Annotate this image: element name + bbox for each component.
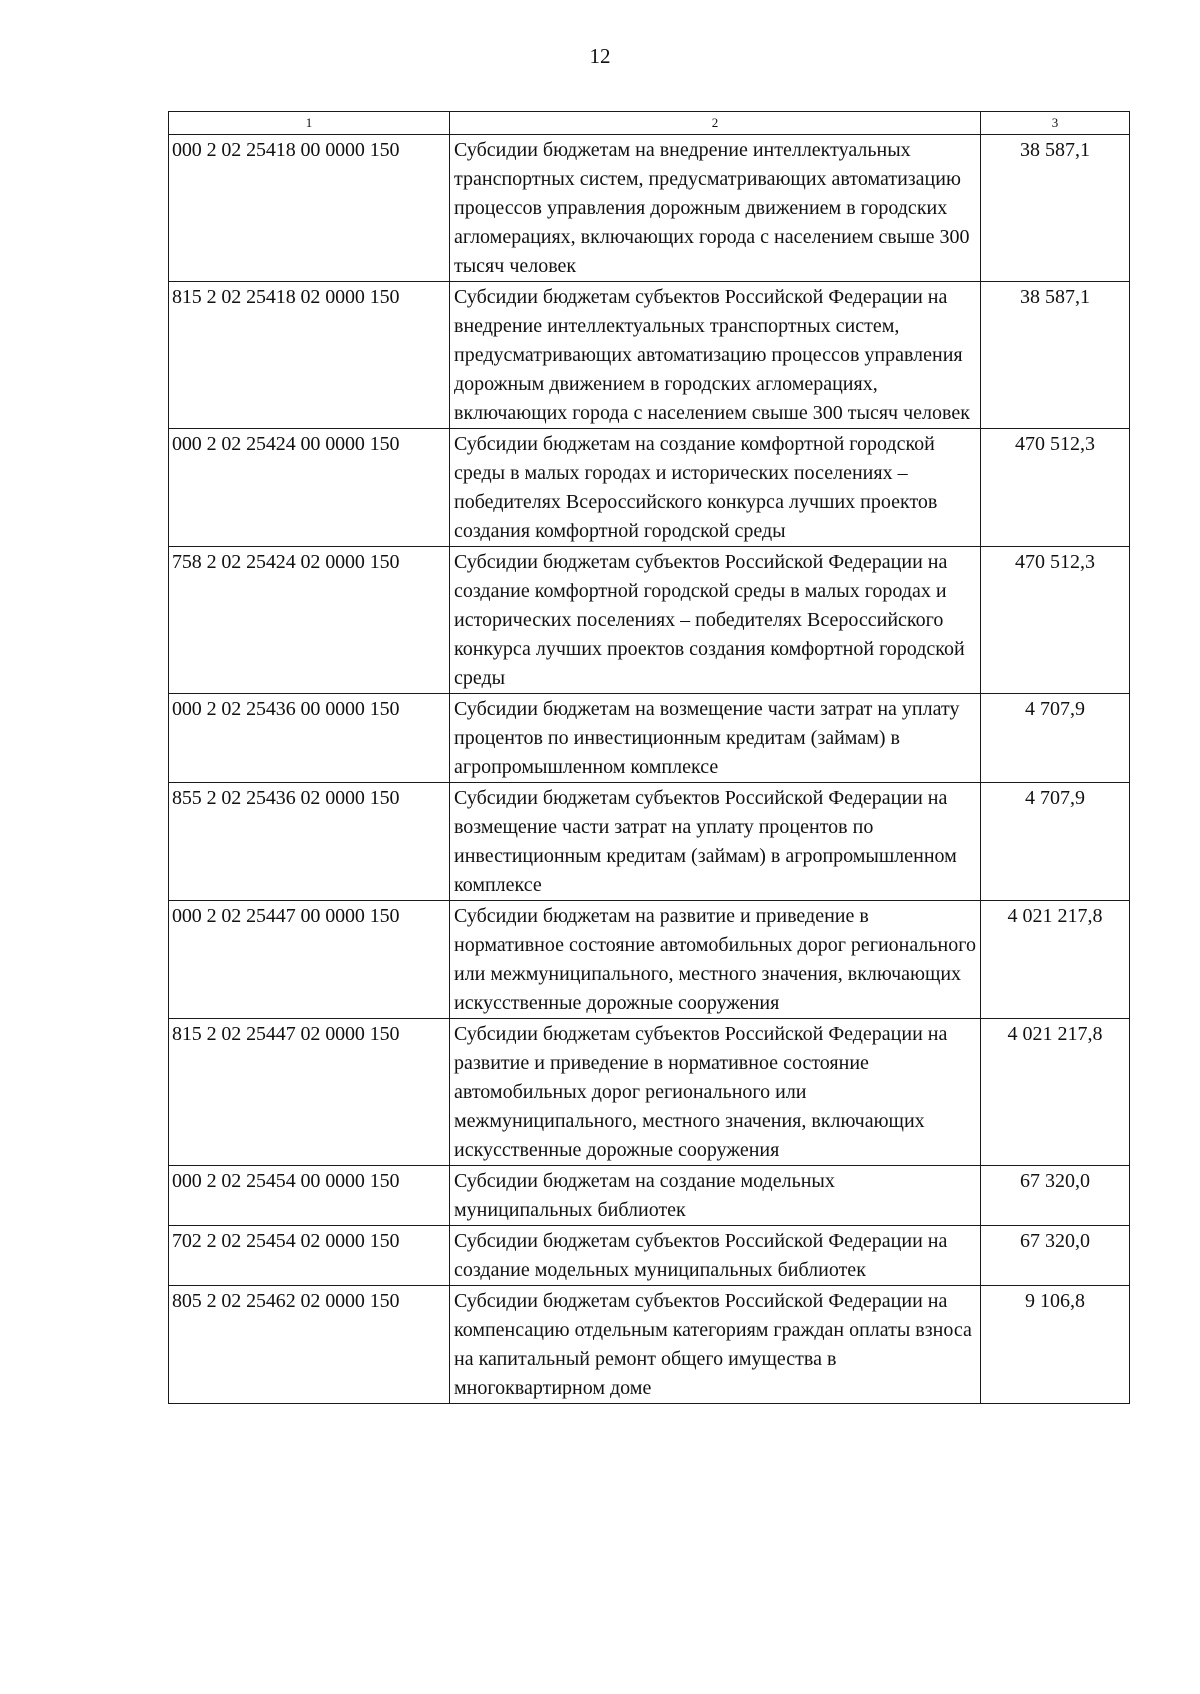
description-cell: Субсидии бюджетам субъектов Российской Федерации на развитие и приведение в нормативное состояние автомобильных дорог регионального или межмуниципального, местного значения, включающих искусственные дорожные сооружения bbox=[450, 1019, 981, 1166]
table-header bbox=[169, 112, 1130, 135]
description-cell: Субсидии бюджетам субъектов Российской Федерации на создание комфортной городской среды в малых городах и исторических поселениях – победителях Всероссийского конкурса лучших проектов создания комфортной городской среды bbox=[450, 547, 981, 694]
header-column-3: 3 bbox=[981, 112, 1130, 135]
amount-cell: 470 512,3 bbox=[981, 429, 1130, 547]
table-row bbox=[169, 1286, 1130, 1404]
table-row bbox=[169, 547, 1130, 694]
amount-cell: 9 106,8 bbox=[981, 1286, 1130, 1404]
budget-code-cell: 805 2 02 25462 02 0000 150 bbox=[169, 1286, 450, 1404]
amount-cell: 470 512,3 bbox=[981, 547, 1130, 694]
table-row bbox=[169, 694, 1130, 783]
amount-cell: 4 707,9 bbox=[981, 783, 1130, 901]
amount-cell: 4 707,9 bbox=[981, 694, 1130, 783]
description-cell: Субсидии бюджетам субъектов Российской Федерации на внедрение интеллектуальных транспортных систем, предусматривающих автоматизацию процессов управления дорожным движением в городских агломерациях, включающих города с населением свыше 300 тысяч человек bbox=[450, 282, 981, 429]
amount-cell: 4 021 217,8 bbox=[981, 901, 1130, 1019]
budget-code-cell: 000 2 02 25418 00 0000 150 bbox=[169, 135, 450, 282]
table-row bbox=[169, 429, 1130, 547]
budget-code-cell: 815 2 02 25447 02 0000 150 bbox=[169, 1019, 450, 1166]
description-cell: Субсидии бюджетам субъектов Российской Федерации на компенсацию отдельным категориям граждан оплаты взноса на капитальный ремонт общего имущества в многоквартирном доме bbox=[450, 1286, 981, 1404]
budget-code-cell: 758 2 02 25424 02 0000 150 bbox=[169, 547, 450, 694]
budget-code-cell: 000 2 02 25424 00 0000 150 bbox=[169, 429, 450, 547]
description-cell: Субсидии бюджетам на внедрение интеллектуальных транспортных систем, предусматривающих автоматизацию процессов управления дорожным движением в городских агломерациях, включающих города с населением свыше 300 тысяч человек bbox=[450, 135, 981, 282]
budget-code-cell: 855 2 02 25436 02 0000 150 bbox=[169, 783, 450, 901]
description-cell: Субсидии бюджетам на создание модельных муниципальных библиотек bbox=[450, 1166, 981, 1226]
budget-code-cell: 000 2 02 25447 00 0000 150 bbox=[169, 901, 450, 1019]
header-row bbox=[169, 112, 1130, 135]
table-row bbox=[169, 1019, 1130, 1166]
description-cell: Субсидии бюджетам субъектов Российской Федерации на создание модельных муниципальных библиотек bbox=[450, 1226, 981, 1286]
budget-code-cell: 000 2 02 25436 00 0000 150 bbox=[169, 694, 450, 783]
amount-cell: 38 587,1 bbox=[981, 282, 1130, 429]
budget-code-cell: 702 2 02 25454 02 0000 150 bbox=[169, 1226, 450, 1286]
table-body bbox=[169, 135, 1130, 1404]
description-cell: Субсидии бюджетам субъектов Российской Федерации на возмещение части затрат на уплату процентов по инвестиционным кредитам (займам) в агропромышленном комплексе bbox=[450, 783, 981, 901]
table-row bbox=[169, 135, 1130, 282]
table-row bbox=[169, 1226, 1130, 1286]
header-column-2: 2 bbox=[450, 112, 981, 135]
description-cell: Субсидии бюджетам на развитие и приведение в нормативное состояние автомобильных дорог регионального или межмуниципального, местного значения, включающих искусственные дорожные сооружения bbox=[450, 901, 981, 1019]
table-row bbox=[169, 1166, 1130, 1226]
amount-cell: 38 587,1 bbox=[981, 135, 1130, 282]
budget-code-cell: 815 2 02 25418 02 0000 150 bbox=[169, 282, 450, 429]
table-row bbox=[169, 783, 1130, 901]
amount-cell: 4 021 217,8 bbox=[981, 1019, 1130, 1166]
description-cell: Субсидии бюджетам на возмещение части затрат на уплату процентов по инвестиционным кредитам (займам) в агропромышленном комплексе bbox=[450, 694, 981, 783]
budget-revenue-table bbox=[168, 111, 1130, 1404]
header-column-1: 1 bbox=[169, 112, 450, 135]
budget-code-cell: 000 2 02 25454 00 0000 150 bbox=[169, 1166, 450, 1226]
amount-cell: 67 320,0 bbox=[981, 1226, 1130, 1286]
amount-cell: 67 320,0 bbox=[981, 1166, 1130, 1226]
page-number: 12 bbox=[589, 44, 611, 68]
table-row bbox=[169, 282, 1130, 429]
description-cell: Субсидии бюджетам на создание комфортной городской среды в малых городах и исторических поселениях – победителях Всероссийского конкурса лучших проектов создания комфортной городской среды bbox=[450, 429, 981, 547]
table-row bbox=[169, 901, 1130, 1019]
